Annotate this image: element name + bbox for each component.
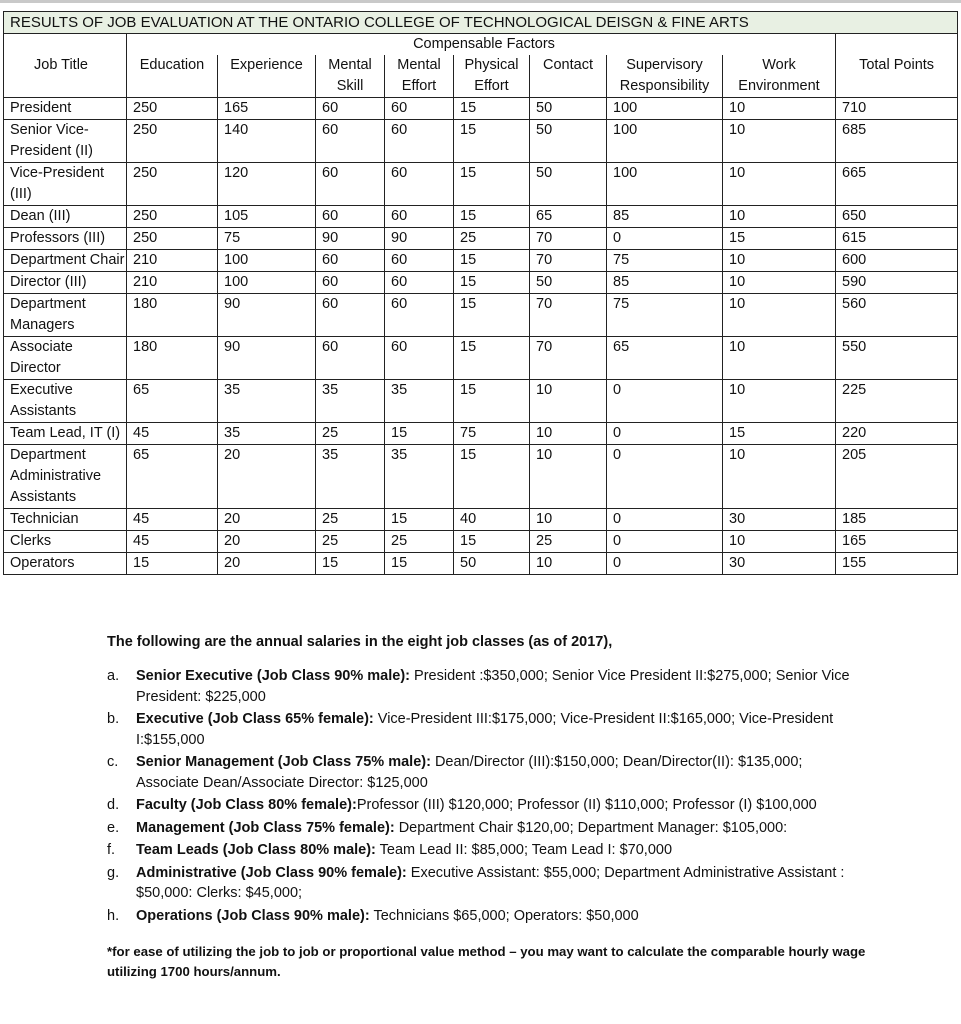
cell-mental-effort: 60 [385,337,454,380]
job-class-letter: f. [107,842,116,858]
cell-mental-effort: 15 [385,553,454,575]
cell-job-title: Department Chair [4,250,127,272]
cell-job-title: Vice-President (III) [4,163,127,206]
job-class-item [0,709,961,750]
salary-section [0,632,961,982]
cell-education: 210 [127,250,218,272]
job-class-salaries: Vice-President III:$175,000; Vice-President II:$165,000; Vice-President I:$155,000 [136,711,838,748]
cell-job-title: Team Lead, IT (I) [4,423,127,445]
column-header-mental-skill: Mental Skill [316,55,385,98]
cell-supervisory-responsibility: 85 [607,272,723,294]
cell-mental-effort: 15 [385,423,454,445]
table-row [4,228,958,250]
cell-contact: 10 [530,380,607,423]
job-class-item [0,863,961,904]
cell-education: 210 [127,272,218,294]
cell-work-environment: 10 [723,98,836,120]
job-class-heading: Management (Job Class 75% female): [136,819,395,836]
cell-work-environment: 10 [723,531,836,553]
cell-mental-effort: 15 [385,509,454,531]
job-class-item [0,906,961,927]
cell-physical-effort: 15 [454,294,530,337]
header-spacer [836,34,958,56]
cell-contact: 10 [530,509,607,531]
cell-mental-skill: 60 [316,163,385,206]
cell-supervisory-responsibility: 65 [607,337,723,380]
cell-experience: 20 [218,509,316,531]
cell-total-points: 165 [836,531,958,553]
cell-supervisory-responsibility: 0 [607,380,723,423]
cell-work-environment: 10 [723,272,836,294]
cell-mental-skill: 60 [316,98,385,120]
document-body [3,11,957,575]
cell-supervisory-responsibility: 0 [607,423,723,445]
cell-contact: 25 [530,531,607,553]
cell-mental-skill: 35 [316,445,385,509]
cell-job-title: Senior Vice-President (II) [4,120,127,163]
job-class-heading: Faculty (Job Class 80% female): [136,797,357,813]
cell-contact: 70 [530,337,607,380]
job-class-letter: c. [107,754,119,770]
cell-contact: 50 [530,163,607,206]
cell-mental-skill: 15 [316,553,385,575]
cell-total-points: 590 [836,272,958,294]
cell-physical-effort: 15 [454,272,530,294]
cell-work-environment: 30 [723,509,836,531]
cell-physical-effort: 15 [454,120,530,163]
window-top-bar [0,0,961,3]
cell-work-environment: 30 [723,553,836,575]
cell-experience: 90 [218,294,316,337]
job-class-heading: Executive (Job Class 65% female): [136,711,374,727]
cell-physical-effort: 15 [454,163,530,206]
cell-supervisory-responsibility: 100 [607,120,723,163]
cell-mental-skill: 60 [316,250,385,272]
cell-mental-effort: 60 [385,163,454,206]
cell-experience: 20 [218,531,316,553]
column-header-experience: Experience [218,55,316,98]
job-class-item [0,752,961,793]
cell-experience: 90 [218,337,316,380]
cell-total-points: 615 [836,228,958,250]
cell-mental-skill: 90 [316,228,385,250]
cell-job-title: Operators [4,553,127,575]
table-row [4,553,958,575]
cell-job-title: Dean (III) [4,206,127,228]
job-class-item [0,795,961,816]
job-class-salaries: President :$350,000; Senior Vice President II:$275,000; Senior Vice President: $225,000 [136,668,854,705]
cell-mental-skill: 25 [316,531,385,553]
cell-work-environment: 10 [723,120,836,163]
table-title: RESULTS OF JOB EVALUATION AT THE ONTARIO COLLEGE OF TECHNOLOGICAL DEISGN & FINE ARTS [4,12,958,34]
cell-mental-effort: 60 [385,120,454,163]
footnote: *for ease of utilizing the job to job or proportional value method – you may want to calculate the comparable hourly wage utilizing 1700 hours/annum. [107,944,866,979]
table-row [4,163,958,206]
job-class-salaries: Dean/Director (III):$150,000; Dean/Director(II): $135,000; Associate Dean/Associate Director: $125,000 [136,754,806,791]
table-row [4,98,958,120]
cell-contact: 65 [530,206,607,228]
table-row [4,272,958,294]
job-class-letter: h. [107,907,120,924]
column-header-education: Education [127,55,218,98]
cell-physical-effort: 15 [454,380,530,423]
cell-mental-effort: 90 [385,228,454,250]
cell-supervisory-responsibility: 0 [607,509,723,531]
cell-work-environment: 10 [723,250,836,272]
cell-total-points: 600 [836,250,958,272]
cell-contact: 50 [530,120,607,163]
cell-total-points: 550 [836,337,958,380]
cell-physical-effort: 15 [454,337,530,380]
cell-total-points: 220 [836,423,958,445]
cell-work-environment: 10 [723,445,836,509]
cell-supervisory-responsibility: 100 [607,98,723,120]
cell-supervisory-responsibility: 100 [607,163,723,206]
cell-job-title: Professors (III) [4,228,127,250]
cell-education: 250 [127,120,218,163]
cell-experience: 20 [218,445,316,509]
table-row [4,509,958,531]
cell-physical-effort: 15 [454,531,530,553]
cell-physical-effort: 15 [454,250,530,272]
cell-contact: 50 [530,98,607,120]
cell-total-points: 665 [836,163,958,206]
table-row [4,294,958,337]
cell-physical-effort: 15 [454,98,530,120]
cell-supervisory-responsibility: 0 [607,445,723,509]
cell-work-environment: 15 [723,228,836,250]
cell-physical-effort: 25 [454,228,530,250]
cell-physical-effort: 15 [454,445,530,509]
cell-total-points: 710 [836,98,958,120]
cell-mental-effort: 60 [385,250,454,272]
cell-job-title: Executive Assistants [4,380,127,423]
cell-experience: 120 [218,163,316,206]
cell-experience: 35 [218,423,316,445]
cell-education: 45 [127,423,218,445]
cell-experience: 100 [218,272,316,294]
table-row [4,337,958,380]
cell-supervisory-responsibility: 0 [607,553,723,575]
table-row [4,250,958,272]
table-row [4,380,958,423]
job-class-salaries: Team Lead II: $85,000; Team Lead I: $70,000 [375,842,673,858]
cell-experience: 35 [218,380,316,423]
cell-mental-effort: 25 [385,531,454,553]
cell-mental-skill: 60 [316,206,385,228]
cell-work-environment: 10 [723,337,836,380]
job-class-heading: Team Leads (Job Class 80% male): [136,842,376,858]
cell-education: 180 [127,337,218,380]
column-header-work-environment: Work Environment [723,55,836,98]
job-class-item [0,818,961,839]
cell-job-title: Department Administrative Assistants [4,445,127,509]
cell-supervisory-responsibility: 75 [607,250,723,272]
cell-total-points: 155 [836,553,958,575]
cell-supervisory-responsibility: 0 [607,228,723,250]
cell-work-environment: 10 [723,163,836,206]
job-class-letter: g. [107,864,120,881]
cell-job-title: Department Managers [4,294,127,337]
table-row [4,423,958,445]
column-header-mental-effort: Mental Effort [385,55,454,98]
job-class-letter: d. [107,797,120,813]
job-class-heading: Administrative (Job Class 90% female): [136,864,407,881]
job-class-letter: e. [107,819,120,836]
cell-experience: 105 [218,206,316,228]
cell-mental-effort: 35 [385,380,454,423]
job-class-letter: a. [107,668,120,684]
cell-mental-skill: 25 [316,423,385,445]
job-class-list [0,666,961,926]
cell-physical-effort: 50 [454,553,530,575]
cell-mental-effort: 60 [385,206,454,228]
table-row [4,120,958,163]
cell-job-title: Director (III) [4,272,127,294]
cell-experience: 20 [218,553,316,575]
cell-education: 15 [127,553,218,575]
cell-mental-skill: 25 [316,509,385,531]
cell-physical-effort: 15 [454,206,530,228]
compensable-factors-header: Compensable Factors [127,34,836,56]
cell-mental-effort: 60 [385,294,454,337]
cell-contact: 70 [530,250,607,272]
column-header-physical-effort: Physical Effort [454,55,530,98]
cell-job-title: President [4,98,127,120]
column-header-supervisory-responsibility: Supervisory Responsibility [607,55,723,98]
cell-physical-effort: 40 [454,509,530,531]
cell-total-points: 225 [836,380,958,423]
cell-education: 250 [127,206,218,228]
cell-supervisory-responsibility: 85 [607,206,723,228]
cell-mental-skill: 60 [316,272,385,294]
job-class-heading: Senior Executive (Job Class 90% male): [136,668,410,684]
column-header-total-points: Total Points [836,55,958,98]
cell-education: 180 [127,294,218,337]
job-evaluation-table [3,11,958,575]
table-row [4,445,958,509]
job-class-heading: Operations (Job Class 90% male): [136,907,370,924]
cell-work-environment: 10 [723,380,836,423]
cell-contact: 10 [530,445,607,509]
cell-contact: 70 [530,228,607,250]
job-class-salaries: Professor (III) $120,000; Professor (II) $110,000; Professor (I) $100,000 [356,797,817,813]
cell-education: 250 [127,98,218,120]
cell-total-points: 560 [836,294,958,337]
cell-education: 250 [127,228,218,250]
job-evaluation-rows [4,98,958,575]
cell-mental-skill: 60 [316,337,385,380]
column-header-contact: Contact [530,55,607,98]
cell-mental-effort: 60 [385,272,454,294]
cell-education: 250 [127,163,218,206]
job-class-letter: b. [107,711,120,727]
cell-experience: 75 [218,228,316,250]
column-header-job-title: Job Title [4,55,127,98]
job-class-salaries: Technicians $65,000; Operators: $50,000 [369,907,639,924]
cell-physical-effort: 75 [454,423,530,445]
cell-mental-skill: 60 [316,294,385,337]
cell-supervisory-responsibility: 75 [607,294,723,337]
cell-job-title: Clerks [4,531,127,553]
cell-education: 65 [127,445,218,509]
job-class-item [0,666,961,707]
cell-education: 45 [127,531,218,553]
table-row [4,206,958,228]
job-class-heading: Senior Management (Job Class 75% male): [136,754,431,770]
cell-experience: 165 [218,98,316,120]
cell-experience: 100 [218,250,316,272]
cell-job-title: Technician [4,509,127,531]
table-row [4,531,958,553]
cell-mental-effort: 35 [385,445,454,509]
cell-work-environment: 10 [723,206,836,228]
cell-experience: 140 [218,120,316,163]
cell-total-points: 650 [836,206,958,228]
cell-contact: 70 [530,294,607,337]
header-spacer [4,34,127,56]
cell-mental-skill: 60 [316,120,385,163]
cell-education: 45 [127,509,218,531]
cell-education: 65 [127,380,218,423]
cell-contact: 50 [530,272,607,294]
cell-supervisory-responsibility: 0 [607,531,723,553]
cell-total-points: 185 [836,509,958,531]
cell-work-environment: 15 [723,423,836,445]
cell-mental-effort: 60 [385,98,454,120]
job-class-salaries: Executive Assistant: $55,000; Department Administrative Assistant : $50,000: Clerks: $45,000; [136,864,849,901]
cell-contact: 10 [530,553,607,575]
cell-total-points: 685 [836,120,958,163]
salaries-intro: The following are the annual salaries in the eight job classes (as of 2017), [107,634,613,650]
cell-total-points: 205 [836,445,958,509]
job-class-salaries: Department Chair $120,00; Department Manager: $105,000: [394,819,788,836]
cell-contact: 10 [530,423,607,445]
cell-mental-skill: 35 [316,380,385,423]
job-class-item [0,840,961,861]
cell-work-environment: 10 [723,294,836,337]
cell-job-title: Associate Director [4,337,127,380]
